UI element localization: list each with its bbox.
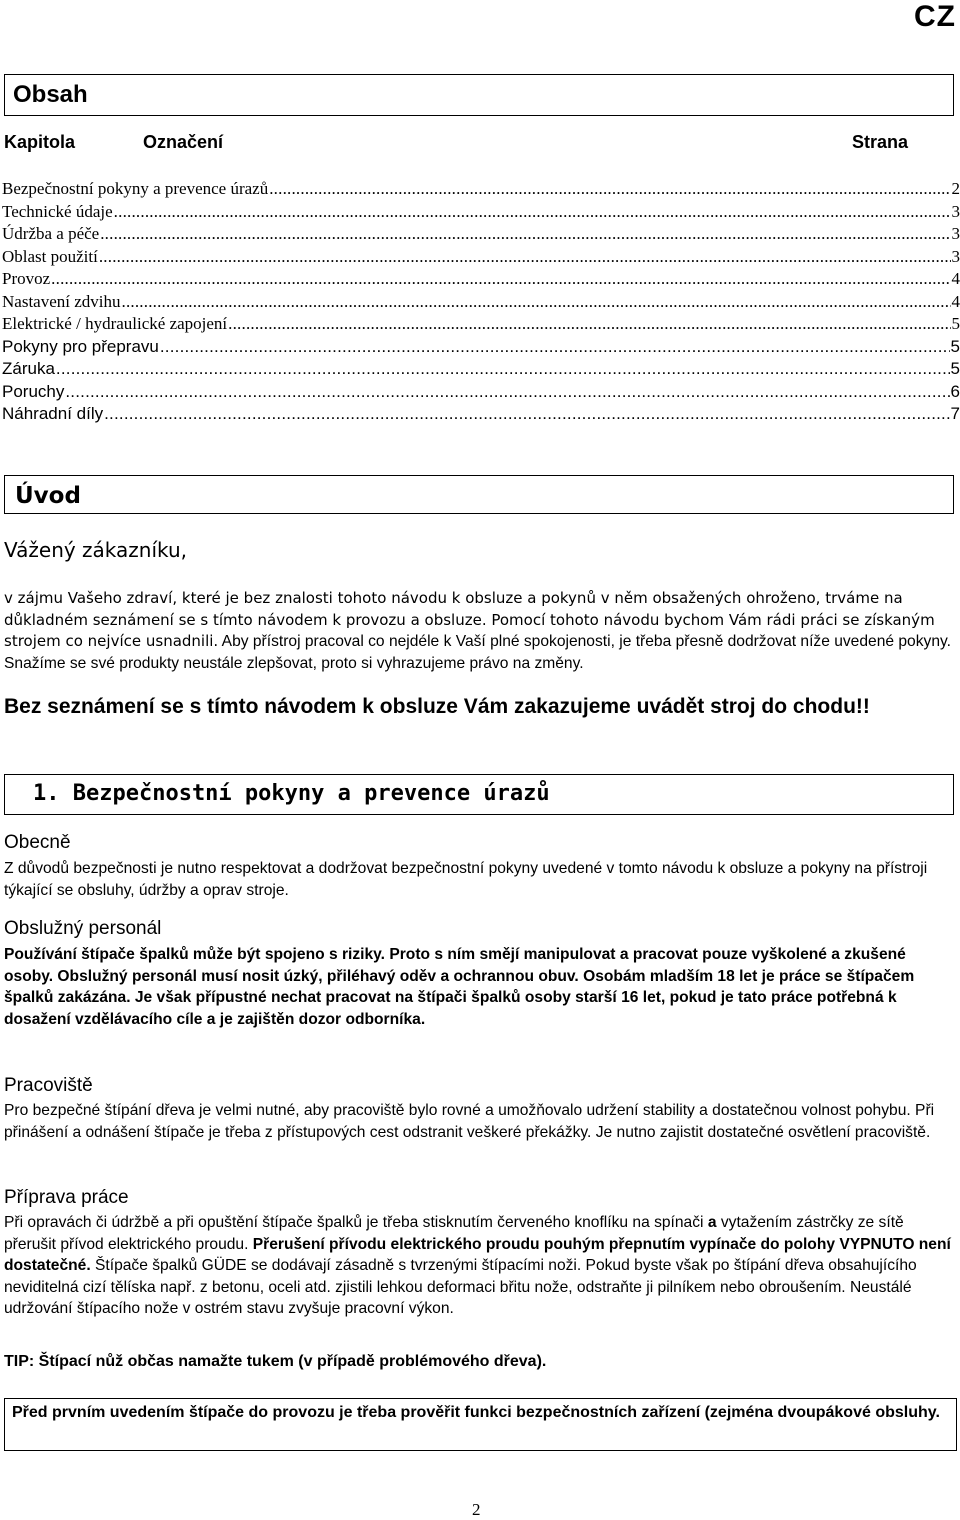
prep-text-e: Štípače špalků GÜDE se dodávají zásadně s tvrzenými štípacími noži. Pokud byste však po štípání dřeva obsahujícího neviditelná cizí tělíska např. z betonu, oceli atd. zjistili lehkou deformaci břitu nože, odstraňte ji pilníkem nebo obroušením. Neustálé udržování štípacího nože v ostrém stavu zvyšuje pracovní výkon. [4,1257,917,1317]
toc-item-label: Technické údaje [2,201,113,221]
toc-leader [99,246,951,269]
toc-item[interactable] [2,358,960,381]
toc-item-label: Záruka [2,359,55,378]
prep-text-c: vytažením zástrčky ze sítě přerušit přívod elektrického proudu. [4,1214,904,1253]
toc-item[interactable] [2,336,960,359]
toc-item-page: 3 [951,201,960,221]
toc-item-label: Pokyny pro přepravu [2,336,159,356]
toc-item[interactable] [2,246,960,269]
intro-paragraph [4,588,954,674]
col-page: Strana [851,132,908,152]
toc-leader [160,336,950,359]
toc-leader [51,268,950,291]
toc-item-page: 4 [951,291,960,311]
staff-paragraph: Používání štípače špalků může být spojeno s riziky. Proto s ním smějí manipulovat a pracovat pouze vyškolené a zkušené osoby. Obslužný personál musí nosit úzký, přiléhavý oděv a ochrannou obuv. Osobám mladším 18 let je práce se štípačem špalků zakázána. Je však přípustné nechat pracovat na štípači špalků osoby starší 16 let, pokud je tato práce potřebná k dosažení vzdělávacího cíle a je zajištěn dozor odborníka. [4,946,915,1028]
toc-leader [56,358,950,381]
workplace-paragraph [4,1100,956,1143]
toc-item-label: Údržba a péče [2,224,100,243]
prep-text-d: Přerušení přívodu elektrického proudu pouhým přepnutím vypínače do polohy VYPNUTO není dostatečné. [4,1235,951,1274]
preparation-paragraph [4,1212,956,1320]
workplace-text-2: Při přinášení a odnášení štípače je třeba z přístupových cest odstranit veškeré překážky. [4,1102,935,1141]
contents-title: Obsah [4,74,954,116]
workplace-text-1: Pro bezpečné štípání dřeva je velmi nutné, aby pracoviště bylo rovné a umožňovalo udržení stability a dostatečnou volnost pohybu. [4,1102,911,1119]
toc-item-page: 3 [951,224,960,243]
toc-leader [122,291,951,314]
toc-item[interactable] [2,201,960,224]
intro-text-2: Pomocí tohoto návodu bychom Vám rádi práci se získaným strojem co nejvíce usnadnili. [4,610,935,650]
toc-leader [114,201,951,224]
toc-item-label: Náhradní díly [2,404,104,423]
toc-item[interactable] [2,381,960,404]
heading-general: Obecně [4,832,71,853]
toc-item[interactable] [2,291,960,314]
toc-item[interactable] [2,178,960,201]
toc-item-page: 2 [951,179,960,198]
toc-leader [269,178,950,201]
heading-preparation: Příprava práce [4,1187,129,1208]
prep-text-a: Při opravách či údržbě a při opuštění štípače špalků je třeba stisknutím červeného knoflíku na spínači [4,1214,708,1231]
toc-item[interactable] [2,223,960,246]
toc-item[interactable] [2,403,960,426]
toc-leader [228,313,950,336]
tip-text: TIP: Štípací nůž občas namažte tukem (v případě problémového dřeva). [4,1353,547,1370]
intro-title: Úvod [4,475,954,514]
toc-item-page: 5 [950,359,960,378]
toc-item-page: 7 [950,404,960,423]
toc-item-page: 5 [951,314,960,333]
toc-item[interactable] [2,313,960,336]
intro-warning: Bez seznámení se s tímto návodem k obsluze Vám zakazujeme uvádět stroj do chodu!! [4,695,870,718]
toc-item-page: 6 [950,381,960,401]
workplace-text-3: Je nutno zajistit dostatečné osvětlení pracoviště. [591,1123,931,1141]
toc-item-page: 5 [950,336,960,356]
toc-item-label: Provoz [2,269,51,288]
heading-workplace: Pracoviště [4,1075,93,1096]
toc-item-label: Oblast použití [2,246,98,266]
toc-item[interactable] [2,268,960,291]
toc-item-page: 3 [951,246,960,266]
intro-text-1: v zájmu Vašeho zdraví, které je bez znalosti tohoto návodu k obsluze a pokynů v něm obsažených ohroženo, trváme na důkladném seznámení se s tímto návodem k provozu a obsluze. [4,589,903,629]
col-chapter: Kapitola [4,132,76,152]
toc-item-label: Nastavení zdvihu [2,291,121,311]
language-code: CZ [914,0,956,33]
toc-leader [104,403,949,426]
safety-note-box: Před prvním uvedením štípače do provozu je třeba prověřit funkci bezpečnostních zařízení (zejména dvoupákové obsluhy. [4,1398,957,1451]
general-paragraph: Z důvodů bezpečnosti je nutno respektovat a dodržovat bezpečnostní pokyny uvedené v tomto návodu k obsluze a pokyny na přístroji týkající se obsluhy, údržby a oprav stroje. [4,860,928,899]
section-title: 1. Bezpečnostní pokyny a prevence úrazů [4,774,954,815]
toc-item-label: Bezpečnostní pokyny a prevence úrazů [2,179,269,198]
toc-item-page: 4 [951,269,960,288]
toc-leader [100,223,950,246]
page-number: 2 [472,1500,481,1519]
heading-staff: Obslužný personál [4,918,162,939]
greeting: Vážený zákazníku, [4,538,188,562]
col-label: Označení [143,132,224,152]
toc-leader [65,381,949,404]
table-of-contents [2,178,960,426]
prep-text-b: a [707,1214,717,1231]
intro-text-3: Aby přístroj pracoval co nejdéle k Vaší plné spokojenosti, je třeba přesně dodržovat níže uvedené pokyny. [218,633,951,650]
intro-text-4: Snažíme se své produkty neustále zlepšovat, proto si vyhrazujeme právo na změny. [4,654,584,672]
toc-item-label: Poruchy [2,381,65,401]
toc-item-label: Elektrické / hydraulické zapojení [2,314,228,333]
